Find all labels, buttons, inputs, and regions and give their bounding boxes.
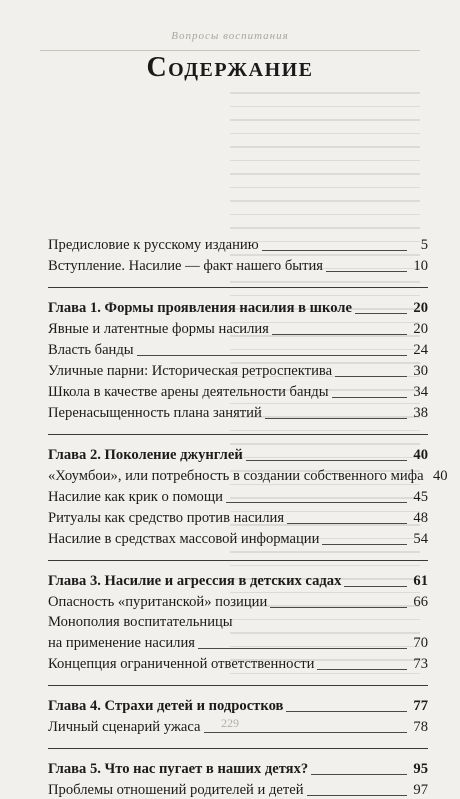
toc-entry-page: 48	[413, 510, 428, 526]
toc-entry-title-line2: на применение насилия	[48, 635, 195, 651]
leader-line	[265, 418, 407, 419]
section-divider	[48, 287, 428, 288]
toc-entry-page: 66	[413, 594, 428, 610]
toc-entry-title: Предисловие к русскому изданию	[48, 237, 259, 253]
toc-entry-title: Уличные парни: Историческая ретроспектива	[48, 363, 333, 379]
table-of-contents	[48, 236, 448, 799]
toc-chapter-title: Глава 3. Насилие и агрессия в детских садах	[48, 573, 342, 589]
toc-entry[interactable]	[48, 611, 428, 652]
toc-entry-page: 40	[432, 468, 448, 484]
toc-entry[interactable]	[48, 464, 448, 485]
toc-entry-title: Концепция ограниченной ответственности	[48, 656, 315, 672]
toc-chapter-page: 61	[413, 573, 428, 589]
toc-chapter[interactable]	[48, 443, 428, 464]
toc-entry-title: Власть банды	[48, 342, 134, 358]
toc-entry-page: 45	[413, 489, 428, 505]
leader-line	[286, 711, 407, 712]
toc-entry-page: 10	[413, 258, 428, 274]
toc-entry-title: Насилие в средствах массовой информации	[48, 531, 320, 547]
toc-entry-title: Насилие как крик о помощи	[48, 489, 223, 505]
toc-entry-page: 30	[413, 363, 428, 379]
section-divider	[48, 560, 428, 561]
toc-entry-page: 78	[413, 719, 428, 735]
running-header	[40, 28, 420, 51]
leader-line	[204, 732, 407, 733]
leader-line	[272, 334, 407, 335]
toc-entry-page: 5	[420, 237, 428, 253]
toc-entry[interactable]	[48, 652, 428, 673]
toc-entry-title: Перенасыщенность плана занятий	[48, 405, 262, 421]
toc-entry[interactable]	[48, 485, 428, 506]
page-title: Содержание	[146, 52, 314, 83]
toc-chapter-page: 95	[413, 761, 428, 777]
section-divider	[48, 685, 428, 686]
toc-chapter-page: 20	[413, 300, 428, 316]
toc-chapter-page: 40	[413, 447, 428, 463]
toc-entry[interactable]	[48, 317, 428, 338]
leader-line	[335, 376, 407, 377]
section-divider	[48, 434, 428, 435]
toc-chapter-title: Глава 2. Поколение джунглей	[48, 447, 243, 463]
toc-entry[interactable]	[48, 254, 428, 275]
toc-entry-title: «Хоумбои», или потребность в создании собственного мифа	[48, 468, 424, 484]
leader-line	[270, 607, 407, 608]
toc-entry-title: Школа в качестве арены деятельности банды	[48, 384, 329, 400]
toc-entry-title: Явные и латентные формы насилия	[48, 321, 269, 337]
toc-entry-page: 20	[413, 321, 428, 337]
leader-line	[317, 669, 407, 670]
leader-line	[355, 313, 407, 314]
toc-entry-title-line1: Монополия воспитательницы	[48, 614, 233, 630]
page-number: 229	[221, 716, 239, 730]
leader-line	[262, 250, 407, 251]
toc-chapter[interactable]	[48, 694, 428, 715]
toc-chapter-title: Глава 5. Что нас пугает в наших детях?	[48, 761, 309, 777]
toc-entry[interactable]	[48, 380, 428, 401]
toc-entry-page: 54	[413, 531, 428, 547]
toc-entry-page: 70	[413, 635, 428, 651]
toc-entry-title: Ритуалы как средство против насилия	[48, 510, 285, 526]
toc-entry[interactable]	[48, 590, 428, 611]
leader-line	[198, 648, 407, 649]
toc-entry[interactable]	[48, 359, 428, 380]
leader-line	[287, 523, 407, 524]
leader-line	[326, 271, 407, 272]
toc-entry-page: 73	[413, 656, 428, 672]
toc-entry-title: Проблемы отношений родителей и детей	[48, 782, 304, 798]
toc-chapter-title: Глава 1. Формы проявления насилия в школе	[48, 300, 352, 316]
toc-entry-title: Опасность «пуританской» позиции	[48, 594, 268, 610]
leader-line	[307, 795, 407, 796]
leader-line	[226, 502, 407, 503]
leader-line	[246, 460, 407, 461]
toc-entry[interactable]	[48, 527, 428, 548]
toc-entry[interactable]	[48, 236, 428, 254]
leader-line	[137, 355, 407, 356]
section-divider	[48, 748, 428, 749]
toc-entry-title: Вступление. Насилие — факт нашего бытия	[48, 258, 323, 274]
toc-chapter[interactable]	[48, 296, 428, 317]
toc-entry-page: 97	[413, 782, 428, 798]
toc-entry[interactable]	[48, 778, 428, 799]
toc-entry-page: 24	[413, 342, 428, 358]
leader-line	[344, 586, 407, 587]
running-header-text: Вопросы воспитания	[171, 30, 289, 42]
toc-entry-page: 38	[413, 405, 428, 421]
leader-line	[311, 774, 407, 775]
toc-chapter[interactable]	[48, 569, 428, 590]
toc-chapter-page: 77	[413, 698, 428, 714]
leader-line	[332, 397, 407, 398]
toc-entry[interactable]	[48, 338, 428, 359]
toc-entry-page: 34	[413, 384, 428, 400]
leader-line	[322, 544, 407, 545]
toc-chapter-title: Глава 4. Страхи детей и подростков	[48, 698, 284, 714]
toc-entry[interactable]	[48, 506, 428, 527]
toc-entry[interactable]	[48, 401, 428, 422]
toc-entry-title: Личный сценарий ужаса	[48, 719, 201, 735]
